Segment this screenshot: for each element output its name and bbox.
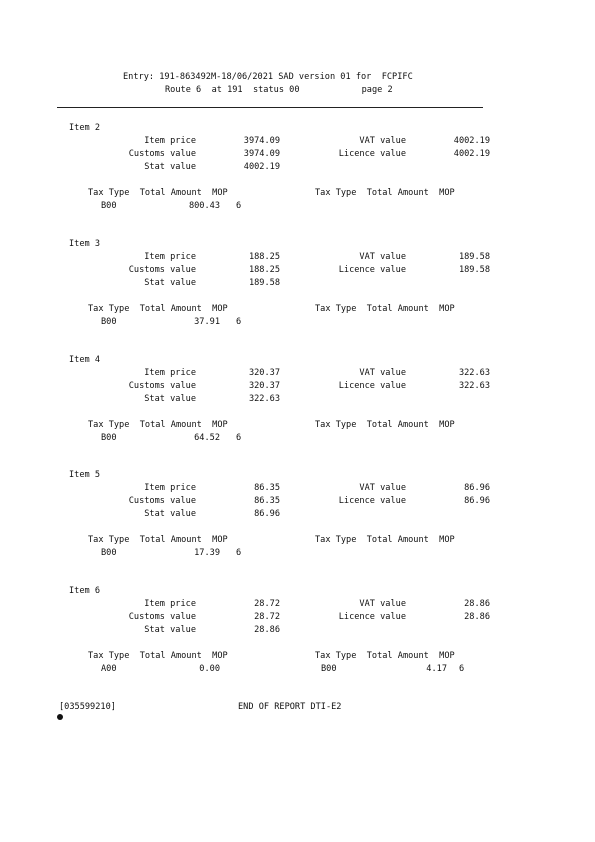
licence-value-value: 322.63 (458, 381, 490, 391)
tax-header-right: Tax Type Total Amount MOP (315, 535, 455, 545)
tax-left-mop: 6 (236, 317, 242, 327)
tax-right-type: B00 (321, 664, 337, 674)
item-block (0, 470, 595, 570)
vat-value-value: 322.63 (458, 368, 490, 378)
item-price-value: 28.72 (254, 599, 280, 609)
item-price-label: Item price (144, 136, 196, 146)
stat-value-value: 189.58 (248, 278, 280, 288)
tax-left-mop: 6 (236, 433, 242, 443)
tax-header-right: Tax Type Total Amount MOP (315, 188, 455, 198)
tax-left-type: B00 (101, 433, 117, 443)
item-title-prefix: Item (69, 470, 90, 480)
stat-value-value: 4002.19 (243, 162, 280, 172)
tax-header-left: Tax Type Total Amount MOP (88, 188, 228, 198)
tax-left-type: B00 (101, 317, 117, 327)
tax-header-left: Tax Type Total Amount MOP (88, 420, 228, 430)
stat-value-label: Stat value (144, 625, 196, 635)
stat-value-value: 322.63 (248, 394, 280, 404)
item-price-value: 320.37 (248, 368, 280, 378)
item-title (69, 355, 100, 366)
report-header-line1: Entry: 191-863492M-18/06/2021 SAD version 01 for FCPIFC (123, 72, 413, 82)
licence-value-value: 86.96 (464, 496, 490, 506)
item-price-value: 86.35 (254, 483, 280, 493)
vat-value-value: 28.86 (464, 599, 490, 609)
item-price-label: Item price (144, 368, 196, 378)
end-of-report: END OF REPORT DTI-E2 (238, 702, 342, 712)
footer-reference: [035599210] (59, 702, 116, 712)
customs-value-label: Customs value (128, 381, 196, 391)
item-number: 3 (94, 239, 101, 249)
tax-left-type: B00 (101, 548, 117, 558)
bullet-icon (57, 714, 63, 720)
tax-left-mop: 6 (236, 548, 242, 558)
tax-header-right: Tax Type Total Amount MOP (315, 651, 455, 661)
stat-value-value: 28.86 (254, 625, 280, 635)
customs-value-label: Customs value (128, 265, 196, 275)
tax-left-amount: 37.91 (194, 317, 220, 327)
customs-value-label: Customs value (128, 612, 196, 622)
customs-value-label: Customs value (128, 149, 196, 159)
tax-right-mop: 6 (459, 664, 465, 674)
item-number: 4 (94, 355, 101, 365)
vat-value-label: VAT value (359, 136, 406, 146)
item-title-prefix: Item (69, 355, 90, 365)
item-number: 5 (94, 470, 101, 480)
item-number: 2 (94, 123, 101, 133)
tax-left-type: A00 (101, 664, 117, 674)
vat-value-label: VAT value (359, 368, 406, 378)
item-price-label: Item price (144, 483, 196, 493)
item-price-value: 188.25 (248, 252, 280, 262)
licence-value-label: Licence value (338, 265, 406, 275)
licence-value-value: 189.58 (458, 265, 490, 275)
tax-header-right: Tax Type Total Amount MOP (315, 304, 455, 314)
item-title (69, 586, 100, 597)
tax-left-type: B00 (101, 201, 117, 211)
tax-left-amount: 17.39 (194, 548, 220, 558)
tax-header-left: Tax Type Total Amount MOP (88, 651, 228, 661)
item-title (69, 123, 100, 134)
tax-header-left: Tax Type Total Amount MOP (88, 304, 228, 314)
licence-value-label: Licence value (338, 496, 406, 506)
item-title-prefix: Item (69, 123, 90, 133)
tax-left-amount: 64.52 (194, 433, 220, 443)
customs-value-value: 3974.09 (243, 149, 280, 159)
stat-value-label: Stat value (144, 509, 196, 519)
item-price-value: 3974.09 (243, 136, 280, 146)
stat-value-label: Stat value (144, 162, 196, 172)
item-price-label: Item price (144, 252, 196, 262)
item-title-prefix: Item (69, 586, 90, 596)
vat-value-value: 189.58 (458, 252, 490, 262)
vat-value-label: VAT value (359, 599, 406, 609)
header-divider (57, 107, 483, 108)
licence-value-label: Licence value (338, 381, 406, 391)
item-price-label: Item price (144, 599, 196, 609)
tax-header-left: Tax Type Total Amount MOP (88, 535, 228, 545)
licence-value-label: Licence value (338, 149, 406, 159)
vat-value-value: 86.96 (464, 483, 490, 493)
vat-value-label: VAT value (359, 252, 406, 262)
item-block (0, 239, 595, 339)
item-number: 6 (94, 586, 101, 596)
customs-value-value: 86.35 (254, 496, 280, 506)
item-title (69, 239, 100, 250)
item-block (0, 123, 595, 223)
item-title-prefix: Item (69, 239, 90, 249)
stat-value-label: Stat value (144, 278, 196, 288)
customs-value-value: 188.25 (248, 265, 280, 275)
licence-value-label: Licence value (338, 612, 406, 622)
tax-left-amount: 800.43 (188, 201, 220, 211)
stat-value-label: Stat value (144, 394, 196, 404)
item-title (69, 470, 100, 481)
tax-left-mop: 6 (236, 201, 242, 211)
licence-value-value: 4002.19 (453, 149, 490, 159)
item-block (0, 355, 595, 455)
report-header-line2: Route 6 at 191 status 00 page 2 (165, 85, 393, 95)
licence-value-value: 28.86 (464, 612, 490, 622)
tax-header-right: Tax Type Total Amount MOP (315, 420, 455, 430)
item-block (0, 586, 595, 686)
customs-value-value: 320.37 (248, 381, 280, 391)
vat-value-label: VAT value (359, 483, 406, 493)
stat-value-value: 86.96 (254, 509, 280, 519)
customs-value-label: Customs value (128, 496, 196, 506)
customs-value-value: 28.72 (254, 612, 280, 622)
vat-value-value: 4002.19 (453, 136, 490, 146)
tax-left-amount: 0.00 (199, 664, 220, 674)
tax-right-amount: 4.17 (426, 664, 447, 674)
